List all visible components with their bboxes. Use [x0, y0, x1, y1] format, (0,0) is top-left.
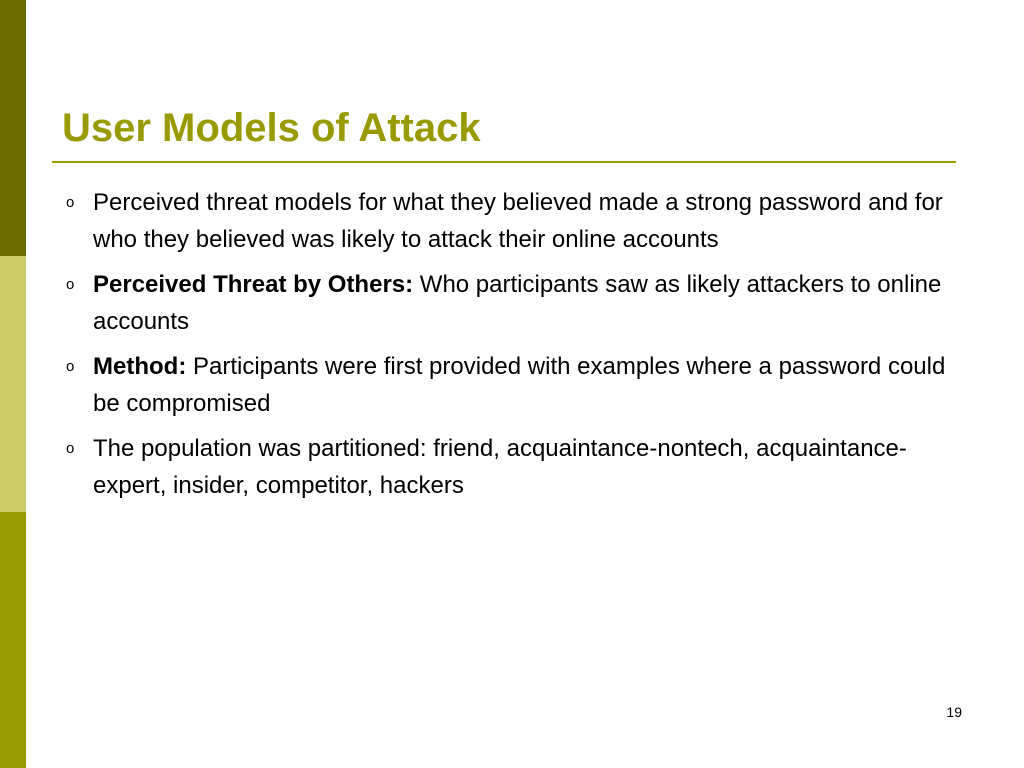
bullet-lead: Method:	[93, 353, 187, 380]
bullet-body: Who participants saw as likely attackers to online accounts	[93, 271, 942, 335]
bullet-text	[93, 184, 946, 258]
bullet-text	[93, 266, 946, 340]
list-item	[66, 430, 946, 504]
sidebar-bottom-segment	[0, 512, 26, 768]
hollow-circle-bullet-icon: o	[66, 276, 75, 293]
hollow-circle-bullet-icon: o	[66, 358, 75, 375]
list-item	[66, 348, 946, 422]
sidebar-top-segment	[0, 0, 26, 256]
sidebar-middle-segment	[0, 256, 26, 512]
bullet-list	[66, 184, 946, 512]
slide-title: User Models of Attack	[62, 106, 481, 150]
bullet-text	[93, 348, 946, 422]
list-item	[66, 266, 946, 340]
bullet-body: Perceived threat models for what they believed made a strong password and for who they believed was likely to attack their online accounts	[93, 189, 943, 253]
bullet-lead: Perceived Threat by Others:	[93, 271, 414, 298]
title-underline	[52, 161, 956, 163]
bullet-body: Participants were first provided with examples where a password could be compromised	[93, 353, 946, 417]
bullet-text	[93, 430, 946, 504]
list-item	[66, 184, 946, 258]
hollow-circle-bullet-icon: o	[66, 440, 75, 457]
bullet-body: The population was partitioned: friend, acquaintance-nontech, acquaintance-expert, insider, competitor, hackers	[93, 435, 907, 499]
page-number: 19	[946, 704, 962, 720]
hollow-circle-bullet-icon: o	[66, 194, 75, 211]
